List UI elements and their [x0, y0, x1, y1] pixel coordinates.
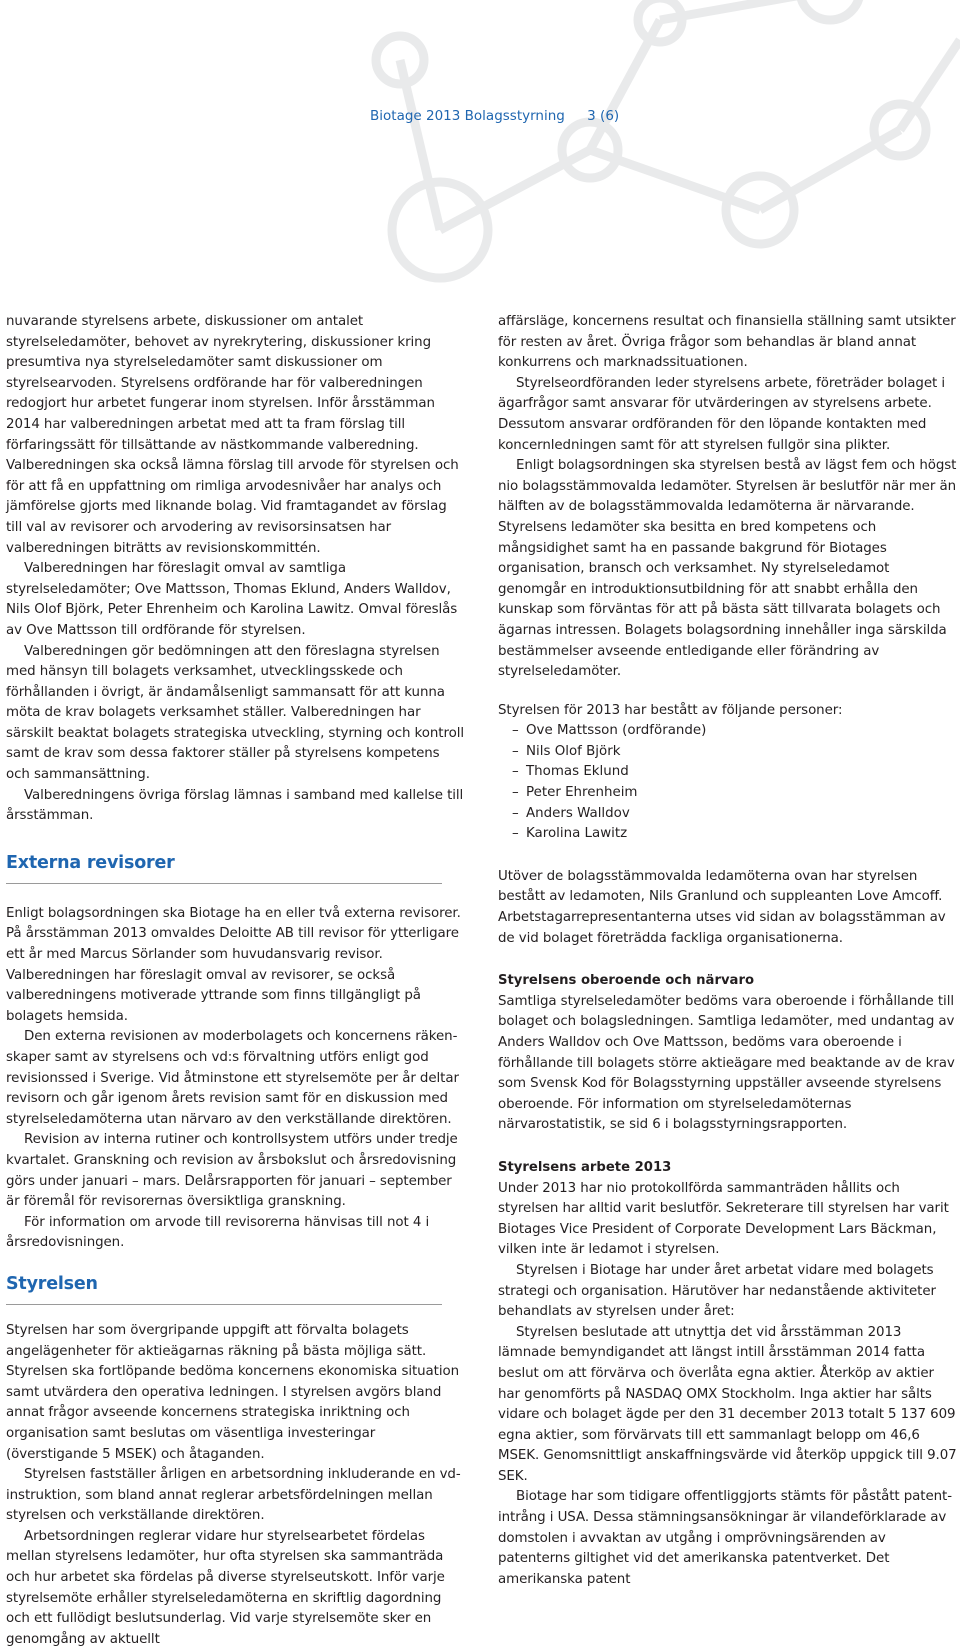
section-heading-externa-revisorer: Externa revisorer [6, 852, 175, 873]
members-intro: Styrelsen för 2013 har bestått av följande personer: [498, 702, 843, 718]
paragraph: nuvarande styrelsens arbete, diskussioner om antalet styrelseledamöter, behovet av nyrekrytering, diskussioner kring presumtiva nya styrelseledamöter samt diskussioner om styrelsearvoden. Styrelsens ordförande har för valberedningen redogjort hur arbetet fungerar inom styrelsen. Inför årsstämman 2014 har valberedningen arbetat med att ta fram förslag till förfaringssätt för tillsättande av nästkommande valberedning. Valberedningen ska också lämna förslag till arvode för styrelsen och för att få en uppfattning om rimliga arvodesnivåer har analys och jämförelse gjorts med liknande bolag. Vid framtagandet av förslag till val av revisorer och arvodering av revisorsinsatsen har valberedningen biträtts av revisionskommittén. [6, 314, 459, 556]
paragraph: För information om arvode till revisorerna hänvisas till not 4 i årsredovisningen. [6, 1214, 430, 1251]
paragraph: Biotage har som tidigare offentliggjorts stämts för påstått patentintrång i USA. Dessa stämningsansökningar är vilandeförklarade av domstolen i avvaktan av utgång i omprövningsärenden av patenterns giltighet vid det amerikanska patentverket. Det amerikanska patent [498, 1489, 953, 1587]
list-item: – Anders Walldov [512, 805, 630, 821]
paragraph: Styrelsen har som övergripande uppgift att förvalta bolagets angelägenheter för aktieägarnas räkning på bästa möjliga sätt. Styrelsen ska fortlöpande bedöma koncernens ekonomiska situation samt utvärdera den operativa ledningen. I styrelsen avgörs bland annat frågor avseende koncernens strategiska inriktning och organisation samt beslutas om väsentliga investeringar (överstigande 5 MSEK) och åtaganden. [6, 1322, 460, 1462]
paragraph: Styrelseordföranden leder styrelsens arbete, företräder bolaget i ägarfrågor samt ansvarar för utvärderingen av styrelsens arbete. Dessutom ansvarar ordföranden för den löpande kontakten med koncernledningen samt för att styrelsen fullgör sina plikter. [498, 375, 945, 453]
paragraph: Valberedningens övriga förslag lämnas i samband med kallelse till årsstämman. [6, 787, 464, 824]
list-item: – Karolina Lawitz [512, 826, 628, 842]
list-item: – Nils Olof Björk [512, 743, 621, 759]
paragraph: Styrelsen i Biotage har under året arbetat vidare med bolagets strategi och organisation. Härutöver har nedanstående aktiviteter behandlats av styrelsen under året: [498, 1262, 936, 1320]
paragraph: Enligt bolagsordningen ska styrelsen bestå av lägst fem och högst nio bolagsstämmovalda ledamöter. Styrelsen är beslutför när mer än hälften av de bolagsstämmovalda ledamöterna är närvarande. Styrelsens ledamöter ska besitta en bred kompetens och mångsidighet samt ha en passande bakgrund för Biotages organisation, bransch och verksamhet. Ny styrelseledamot genomgår en introduktionsutbildning för att snabbt erhålla den kunskap som förväntas för att på bästa sätt tillvarata bolagets och ägarnas intressen. Bolagets bolagsordning innehåller inga särskilda bestämmelser avseende entledigande eller förändring av styrelseledamöter. [498, 458, 957, 680]
list-item: – Ove Mattsson (ordförande) [512, 723, 707, 739]
list-item: – Peter Ehrenheim [512, 785, 638, 801]
paragraph: Styrelsen beslutade att utnyttja det vid årsstämman 2013 lämnade bemyndigandet att längst intill årsstämman 2014 fatta beslut om att förvärva och överlåta egna aktier. Återköp av aktier har genomförts på NASDAQ OMX Stockholm. Inga aktier har sålts vidare och bolaget ägde per den 31 december 2013 totalt 5 137 609 egna aktier, som förvärvats till ett sammanlagt belopp om 46,6 MSEK. Genomsnittligt anskaffningsvärde vid återköp uppgick till 9.07 SEK. [498, 1324, 957, 1484]
paragraph: Under 2013 har nio protokollförda sammanträden hållits och styrelsen har alltid varit beslutför. Sekreterare till styrelsen har varit Biotages Vice President of Corporate Development Lars Bäckman, vilken inte är ledamot i styrelsen. [498, 1180, 949, 1258]
paragraph: Samtliga styrelseledamöter bedöms vara oberoende i förhållande till bolaget och bolagsledningen. Samtliga ledamöter, med undantag av Anders Walldov och Ove Mattsson, bedöms vara oberoende i förhållande till bolagets större aktieägare med beaktande av de krav som Svensk Kod för Bolagsstyrning uppställer avseende styrelsens oberoende. För information om styrelseledamöternas närvarostatistik, se sid 6 i bolagsstyrningsrapporten. [498, 993, 955, 1133]
board-members-list [498, 721, 960, 845]
section-heading-styrelsen: Styrelsen [6, 1273, 98, 1294]
paragraph: Styrelsen fastställer årligen en arbetsordning inkluderande en vd-instruktion, som bland annat reglerar arbetsfördelningen mellan styrelsen och verkställande direktören. [6, 1467, 461, 1524]
page-header [370, 108, 619, 124]
paragraph: Arbetsordningen reglerar vidare hur styrelsearbetet fördelas mellan styrelsens ledamöter, hur ofta styrelsen ska sammanträda och hur arbetet ska fördelas på diverse styrelseutskott. Inför varje styrelsemöte erhåller styrelseledamöterna en skriftlig dagordning och ett fullödigt beslutsunderlag. Vid varje styrelsemöte sker en genomgång av aktuellt [6, 1528, 445, 1647]
paragraph: Utöver de bolagsstämmovalda ledamöterna ovan har styrelsen bestått av ledamoten, Nils Granlund och suppleanten Love Amcoff. Arbetstagarrepresentanterna utses vid sidan av bolagsstämman av de vid bolaget företrädda fackliga organisationerna. [498, 868, 946, 946]
paragraph: Den externa revisionen av moderbolagets och koncernens räkenskaper samt av styrelsens och vd:s förvaltning utförs enligt god revisionssed i Sverige. Vid åtminstone ett styrelsemöte per år deltar revisorn och går igenom årets revision samt för en diskussion med styrelseledamöterna utan närvaro av den verkställande direktören. [6, 1029, 459, 1127]
subheading-arbete: Styrelsens arbete 2013 [498, 1159, 672, 1175]
paragraph: Valberedningen gör bedömningen att den föreslagna styrelsen med hänsyn till bolagets verksamhet, utvecklingsskede och förhållanden i övrigt, är ändamålsenligt sammansatt för att kunna möta de krav bolagets verksamhet ställer. Valberedningen har särskilt beaktat bolagets strategiska utveckling, styrning och kontroll samt de krav som dessa faktorer ställer på styrelsens kompetens och sammansättning. [6, 643, 464, 783]
right-column [498, 312, 960, 1590]
list-item: – Thomas Eklund [512, 764, 629, 780]
header-title: Biotage 2013 Bolagsstyrning [370, 108, 565, 124]
paragraph: affärsläge, koncernens resultat och finansiella ställning samt utsikter för resten av året. Övriga frågor som behandlas är bland annat konkurrens och marknadssituationen. [498, 314, 956, 371]
molecule-decoration [0, 0, 960, 320]
paragraph: Revision av interna rutiner och kontrollsystem utförs under tredje kvartalet. Granskning och revision av årsbokslut och årsredovisning görs under januari – mars. Delårsrapporten för januari – september är föremål för revisorernas översiktliga granskning. [6, 1132, 458, 1210]
subheading-oberoende: Styrelsens oberoende och närvaro [498, 973, 755, 989]
left-column [6, 312, 466, 1650]
page-number: 3 (6) [587, 108, 620, 124]
paragraph: Valberedningen har föreslagit omval av samtliga styrelseledamöter; Ove Mattsson, Thomas Eklund, Anders Walldov, Nils Olof Björk, Peter Ehrenheim och Karolina Lawitz. Omval föreslås av Ove Mattsson till ordförande för styrelsen. [6, 561, 458, 638]
paragraph: Enligt bolagsordningen ska Biotage ha en eller två externa revisorer. På årsstämman 2013 omvaldes Deloitte AB till revisor för ytterligare ett år med Marcus Sörlander som huvudansvarig revisor. Valberedningen har föreslagit omval av revisorer, se också valberedningens motiverade yttrande som finns tillgängligt på bolagets hemsida. [6, 905, 461, 1024]
